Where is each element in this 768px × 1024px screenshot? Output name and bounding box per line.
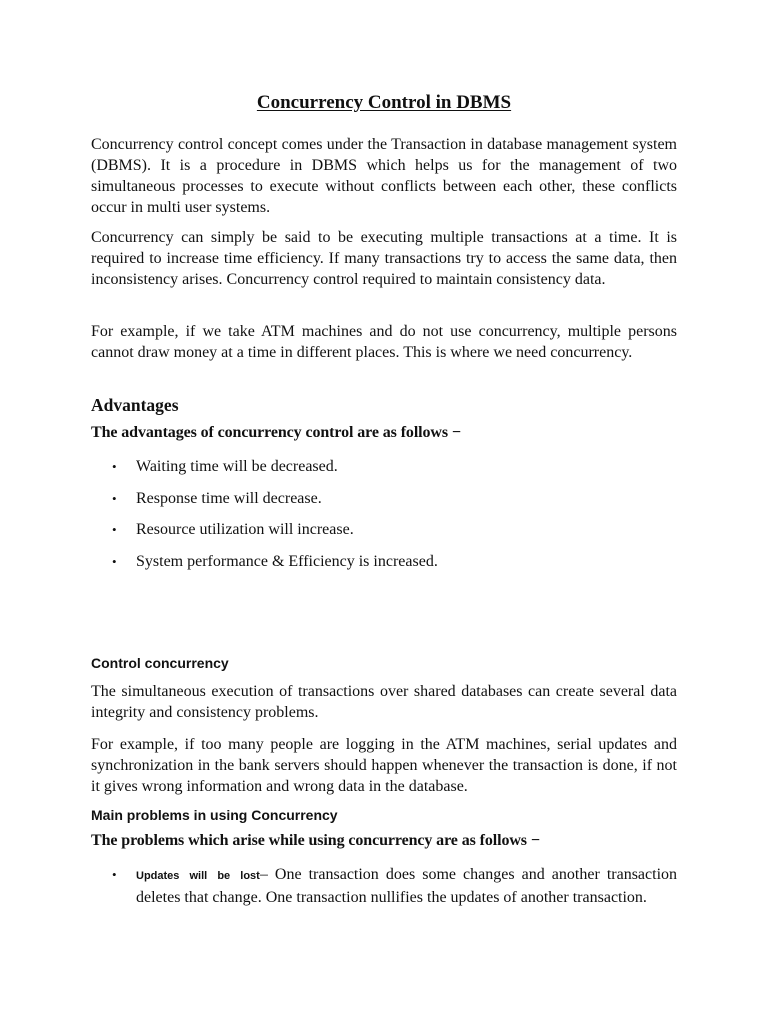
control-concurrency-heading: Control concurrency [91,655,229,671]
list-item: • System performance & Efficiency is increased. [112,552,438,570]
advantages-heading: Advantages [91,395,179,415]
bullet-icon: • [112,553,117,569]
intro-paragraph-1: Concurrency control concept comes under the Transaction in database management system (DBMS). It is a procedure in DBMS which helps us for the management of two simultaneous processes to execute without conflicts between each other, these conflicts occur in multi user systems. [91,136,677,216]
main-problems-heading: Main problems in using Concurrency [91,807,338,823]
list-item: • Response time will decrease. [112,489,322,507]
bullet-icon: • [112,867,117,882]
page-title: Concurrency Control in DBMS [256,92,512,113]
bullet-icon: • [112,490,117,506]
advantages-intro: The advantages of concurrency control are as follows − [91,424,461,441]
advantages-list [91,456,677,582]
main-problems-intro: The problems which arise while using concurrency are as follows − [91,832,540,849]
intro-paragraph-3: For example, if we take ATM machines and do not use concurrency, multiple persons cannot draw money at a time in different places. This is where we need concurrency. [91,323,677,361]
problem-separator: – [259,866,268,883]
bullet-icon: • [112,459,117,474]
bullet-icon: • [112,522,117,537]
problem-item-lost-updates [91,864,677,908]
problem-term: Updates will be lost [136,870,260,882]
control-concurrency-paragraph-1: The simultaneous execution of transactions over shared databases can create several data integrity and consistency problems. [91,683,677,721]
intro-paragraph-2: Concurrency can simply be said to be executing multiple transactions at a time. It is required to increase time efficiency. If many transactions try to access the same data, then inconsistency arises. Concurrency control required to maintain consistency data. [91,229,677,288]
list-item: • Waiting time will be decreased. [112,458,338,475]
problem-description: One transaction does some changes and another transaction deletes that change. One transaction nullifies the updates of another transaction. [136,866,678,906]
list-item: • Resource utilization will increase. [112,521,354,538]
control-concurrency-paragraph-2: For example, if too many people are logging in the ATM machines, serial updates and synchronization in the bank servers should happen whenever the transaction is done, if not it gives wrong information and wrong data in the database. [91,736,677,795]
